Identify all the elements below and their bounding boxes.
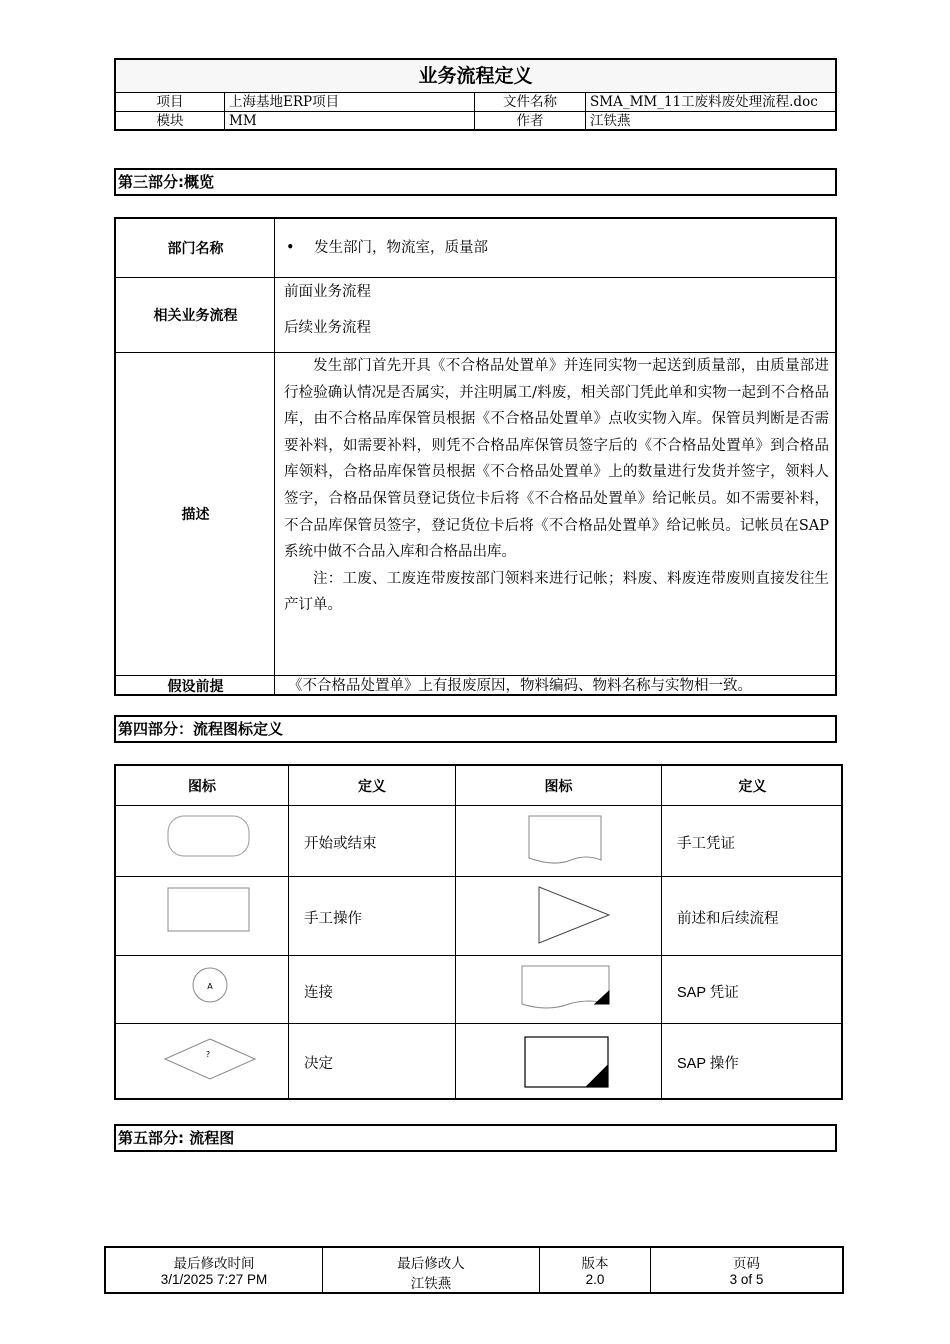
desc-body [276, 353, 835, 675]
col-icon-left: 图标 [188, 778, 216, 794]
assume-value: 《不合格品处置单》上有报废原因，物料编码、物料名称与实物相一致。 [288, 678, 752, 694]
manual-document-icon [526, 814, 606, 869]
document-footer-table [104, 1246, 844, 1294]
start-end-icon [166, 814, 252, 860]
version-value: 2.0 [585, 1272, 605, 1287]
section3-title: 第三部分:概览 [114, 168, 837, 196]
desc-paragraph-2: 注：工废、工废连带废按部门领料来进行记帐；料废、料废连带废则直接发往生产订单。 [284, 570, 829, 614]
manual-operation-icon [166, 886, 252, 934]
bullet-icon: • [286, 240, 295, 256]
project-label: 项目 [156, 94, 184, 110]
overview-table [114, 217, 837, 696]
filename-value: SMA_MM_11工废料废处理流程.doc [590, 94, 818, 110]
assume-label: 假设前提 [167, 678, 224, 694]
section4-title: 第四部分：流程图标定义 [114, 715, 837, 743]
modified-by-value: 江铁燕 [410, 1276, 452, 1292]
def-sap-document: SAP 凭证 [677, 985, 739, 1001]
modified-time-value: 3/1/2025 7:27 PM [160, 1272, 268, 1287]
def-decision: 决定 [304, 1056, 333, 1072]
decision-mark: ? [205, 1050, 211, 1059]
related-next: 后续业务流程 [284, 320, 371, 336]
def-manual-document: 手工凭证 [677, 836, 735, 852]
project-value: 上海基地ERP项目 [229, 94, 340, 110]
connector-letter: A [207, 982, 213, 991]
def-manual-operation: 手工操作 [304, 911, 362, 927]
connector-icon [191, 966, 229, 1004]
author-label: 作者 [516, 113, 544, 129]
dept-value: 发生部门，物流室，质量部 [314, 240, 488, 256]
header-row-module [116, 112, 835, 131]
related-values [276, 278, 835, 352]
author-value: 江铁燕 [590, 113, 631, 129]
version-label: 版本 [581, 1256, 609, 1272]
module-value: MM [229, 113, 257, 129]
def-connector: 连接 [304, 985, 333, 1001]
desc-label: 描述 [181, 506, 210, 522]
offpage-flow-icon [536, 884, 612, 946]
related-prev: 前面业务流程 [284, 284, 371, 300]
col-def-right: 定义 [738, 778, 767, 794]
section5-title: 第五部分: 流程图 [114, 1124, 837, 1152]
footer-modified-by [323, 1248, 539, 1292]
sap-document-icon [519, 964, 613, 1016]
module-label: 模块 [156, 113, 184, 129]
icon-definition-table [114, 764, 843, 1100]
document-header-table [114, 58, 837, 131]
decision-icon [162, 1036, 258, 1082]
col-icon-right: 图标 [544, 778, 573, 794]
sap-operation-icon [523, 1035, 611, 1091]
col-def-left: 定义 [358, 778, 386, 794]
modified-by-label: 最后修改人 [397, 1256, 465, 1272]
footer-page [651, 1248, 842, 1292]
def-offpage-flow: 前述和后续流程 [677, 911, 779, 927]
related-label: 相关业务流程 [153, 307, 238, 323]
def-start-end: 开始或结束 [304, 836, 377, 852]
header-row-project [116, 93, 835, 112]
page-label: 页码 [733, 1256, 760, 1272]
desc-paragraph-1: 发生部门首先开具《不合格品处置单》并连同实物一起送到质量部，由质量部进行检验确认情况是否属实，并注明属工/料废，相关部门凭此单和实物一起到不合格品库，由不合格品库保管员根据《不合格品处置单》点收实物入库。保管员判断是否需要补料，如需要补料，则凭不合格品库保管员签字后的《不合格品处置单》到合格品库领料，合格品库保管员根据《不合格品处置单》上的数量进行发货并签字，领料人签字，合格品保管员登记货位卡后将《不合格品处置单》给记帐员。如不需要补料，不合品库保管员签字，登记货位卡后将《不合格品处置单》给记帐员。记帐员在SAP系统中做不合品入库和合格品出库。 [284, 358, 829, 561]
filename-label: 文件名称 [503, 94, 557, 110]
footer-version [540, 1248, 650, 1292]
def-sap-operation: SAP 操作 [677, 1056, 739, 1072]
dept-label: 部门名称 [167, 240, 224, 256]
dept-value-row [276, 219, 835, 277]
document-title: 业务流程定义 [116, 60, 835, 93]
modified-time-label: 最后修改时间 [173, 1256, 255, 1272]
footer-modified-time [106, 1248, 322, 1292]
page-value: 3 of 5 [729, 1272, 764, 1287]
